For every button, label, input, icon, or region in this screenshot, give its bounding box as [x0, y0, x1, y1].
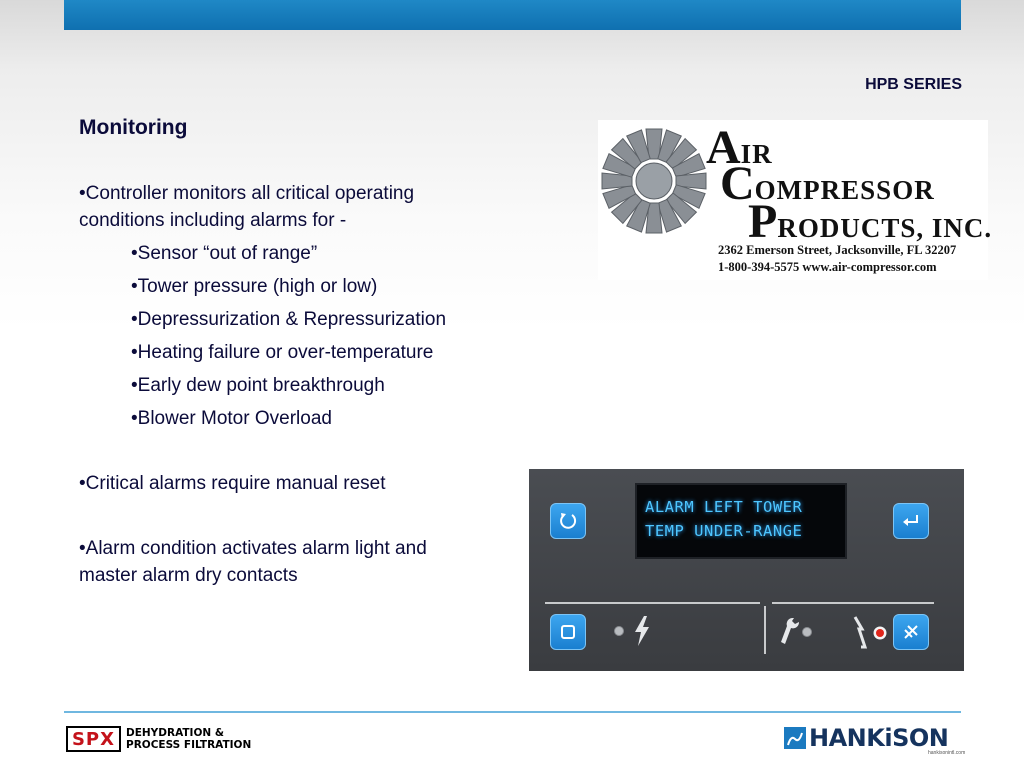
top-banner-bar [64, 0, 961, 30]
alarm-bullet: •Early dew point breakthrough [131, 375, 385, 396]
panel-divider-right [772, 602, 934, 604]
enter-icon [900, 510, 922, 532]
note-bullet: •Alarm condition activates alarm light and master alarm dry contacts [79, 538, 427, 586]
service-led-icon [801, 626, 813, 638]
controller-panel [529, 469, 964, 671]
air-compressor-products-logo [598, 120, 993, 280]
wrench-icon [779, 616, 801, 646]
hankison-logo [784, 724, 948, 752]
logo-address [718, 242, 956, 276]
power-led-icon [613, 625, 625, 637]
alarm-bullet: •Heating failure or over-temperature [131, 342, 434, 363]
intro-bullet: •Controller monitors all critical operating conditions including alarms for - [79, 183, 415, 231]
rotate-icon [557, 510, 579, 532]
reset-icon [900, 621, 922, 643]
hankison-mark-icon [784, 727, 806, 749]
lcd-display [635, 483, 847, 559]
hankison-wordmark: HANKiSON [809, 724, 949, 752]
hankison-url: hankisonintl.com [928, 750, 966, 756]
alarm-bullet: •Depressurization & Repressurization [131, 309, 447, 330]
alarm-bullet: •Sensor “out of range” [131, 243, 318, 264]
logo-line-compressor: COMPRESSOR [720, 157, 935, 210]
series-label: HPB SERIES [865, 76, 962, 93]
slide-title: Monitoring [79, 116, 188, 139]
tagline-line-2: PROCESS FILTRATION [126, 739, 252, 751]
spx-tagline [126, 727, 251, 751]
slide-content [79, 180, 479, 589]
lcd-line-2: TEMP UNDER-RANGE [645, 522, 803, 540]
logo-line-products: PRODUCTS, INC. [748, 195, 993, 248]
panel-vertical-divider [764, 606, 766, 654]
alarm-reset-button[interactable] [893, 614, 929, 650]
spx-logo [66, 726, 121, 752]
rotate-button[interactable] [550, 503, 586, 539]
contact-line: 1-800-394-5575 www.air-compressor.com [718, 260, 937, 274]
lcd-line-1: ALARM LEFT TOWER [645, 498, 803, 516]
alarm-bullet: •Tower pressure (high or low) [131, 276, 378, 297]
lightning-icon [631, 615, 653, 647]
tagline-line-1: DEHYDRATION & [126, 727, 224, 739]
footer-divider [64, 711, 961, 713]
square-icon [558, 622, 578, 642]
alarm-bullet: •Blower Motor Overload [131, 408, 332, 429]
note-bullet: •Critical alarms require manual reset [79, 473, 386, 494]
heater-icon [851, 615, 873, 649]
spx-wordmark: SPX [71, 728, 116, 750]
panel-divider-left [545, 602, 760, 604]
address-line: 2362 Emerson Street, Jacksonville, FL 32207 [718, 243, 957, 257]
enter-button[interactable] [893, 503, 929, 539]
sun-fan-icon [598, 125, 710, 237]
alarm-led-icon [872, 625, 888, 641]
stop-button[interactable] [550, 614, 586, 650]
logo-line-air: AIR [706, 121, 773, 174]
